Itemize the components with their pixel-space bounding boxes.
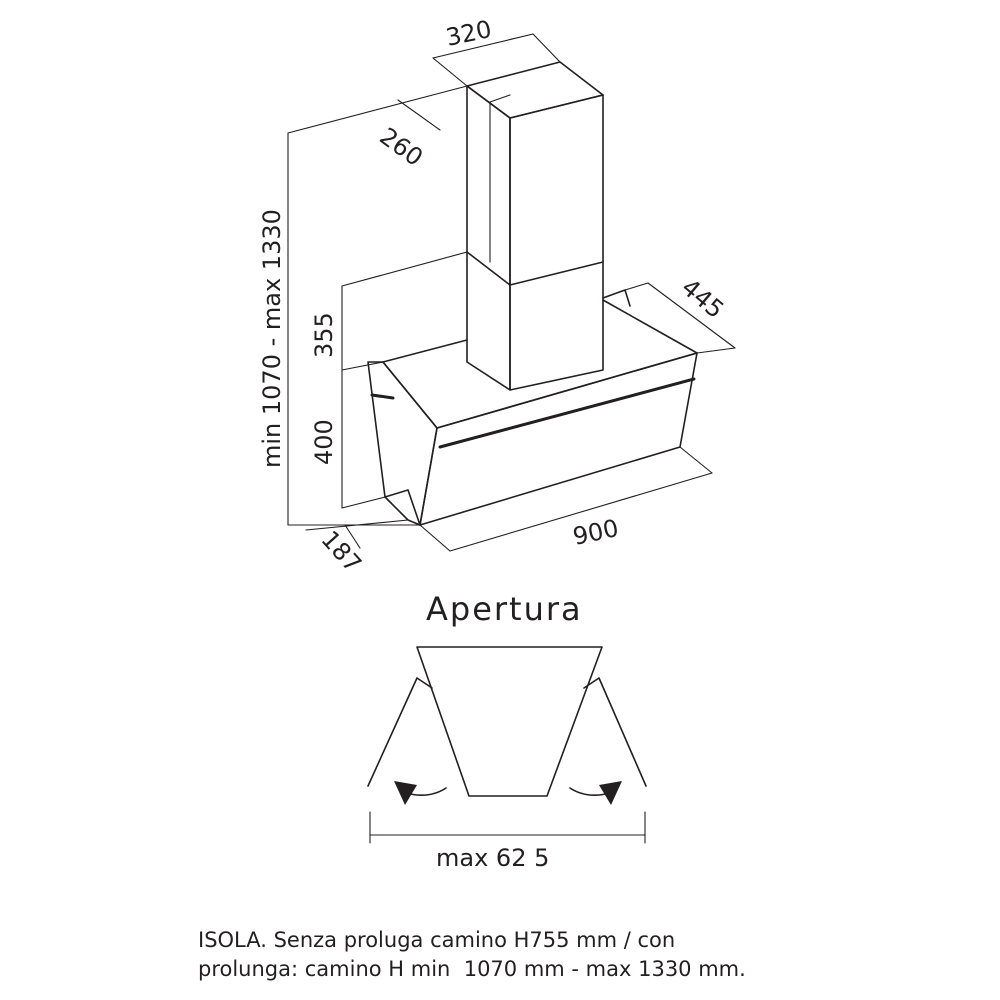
dim-hood-depth: 445: [676, 273, 730, 325]
hood-body: [368, 290, 697, 525]
chimney-inner-top: [490, 95, 510, 102]
left-flap: [368, 678, 432, 786]
dim-hood-width: 900: [570, 513, 622, 551]
hood-glass-strip-front: [440, 379, 694, 447]
chimney-joint-front: [510, 262, 603, 285]
opening-diagram: [368, 647, 646, 843]
hood-top-surface: [383, 300, 697, 428]
dim-lower-section: 400: [310, 419, 338, 465]
chimney: [467, 62, 603, 390]
dim-upper-section: 355: [310, 312, 338, 358]
chimney-front-face: [510, 95, 603, 390]
chimney-side-face: [467, 86, 510, 390]
chimney-top-face: [467, 62, 603, 118]
hood-center-outline: [417, 647, 602, 796]
right-flap: [584, 678, 646, 786]
dim-chimney-depth: 260: [374, 122, 428, 172]
left-arrowhead: [394, 781, 417, 805]
chimney-joint-side: [467, 252, 510, 285]
hood-glass-strip-side: [372, 395, 393, 398]
dim-chimney-width: 320: [443, 14, 495, 52]
caption-line-1: ISOLA. Senza proluga camino H755 mm / con: [198, 928, 676, 952]
caption-line-2: prolunga: camino H min 1070 mm - max 1330 mm.: [198, 957, 746, 981]
opening-title: Apertura: [426, 590, 583, 628]
dim-wall-offset: 187: [315, 525, 368, 579]
caption: [198, 926, 898, 984]
dimension-lines: [288, 34, 735, 551]
right-arrowhead: [599, 781, 622, 805]
dim-total-height: min 1070 - max 1330: [258, 209, 286, 468]
hood-back-panel: [368, 362, 437, 525]
opening-max-width: max 62 5: [436, 844, 550, 872]
